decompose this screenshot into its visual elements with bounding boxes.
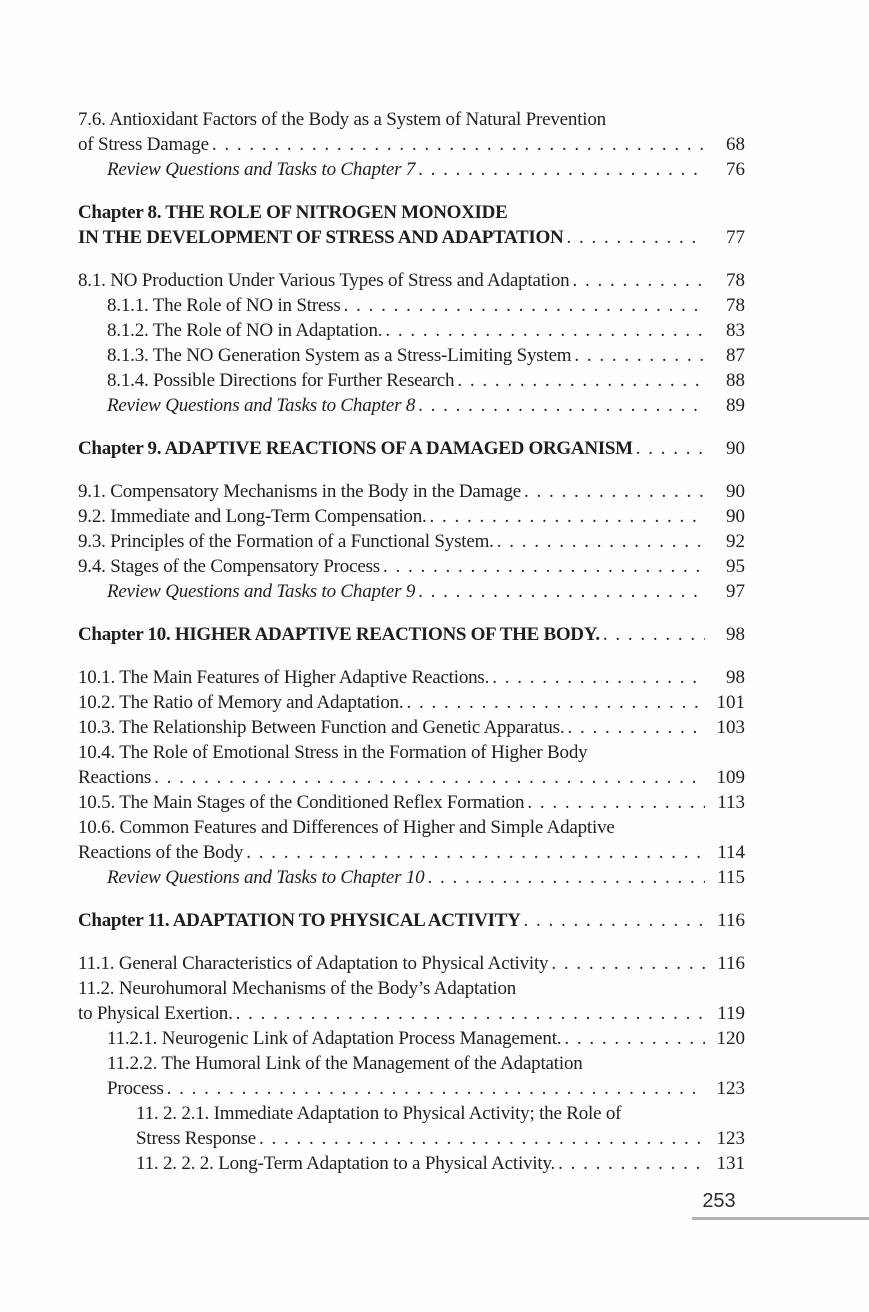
toc-entry-title: 8.1.1. The Role of NO in Stress [107, 295, 341, 316]
toc-line [78, 200, 745, 225]
toc-line [78, 665, 745, 690]
dot-leader [563, 225, 705, 250]
toc-line [78, 976, 745, 1001]
dot-leader [415, 393, 705, 418]
toc-review-entry [78, 579, 745, 604]
toc-entry-title: 10.3. The Relationship Between Function and Genetic Apparatus. [78, 717, 565, 738]
toc-line [78, 504, 745, 529]
toc-entry-title: 11.2.2. The Humoral Link of the Management of the Adaptation [107, 1053, 583, 1074]
toc-entry-title: 10.5. The Main Stages of the Conditioned Reflex Formation [78, 792, 525, 813]
toc-line [78, 554, 745, 579]
toc-page-number: 88 [726, 370, 745, 391]
toc-line [78, 815, 745, 840]
toc-entry [78, 479, 745, 504]
toc-page-number: 103 [716, 717, 745, 738]
toc-page-number: 123 [716, 1128, 745, 1149]
toc-entry-title: 8.1. NO Production Under Various Types of Stress and Adaptation [78, 270, 570, 291]
toc-entry [78, 1151, 745, 1176]
dot-leader [256, 1126, 705, 1151]
toc-entry-title: Review Questions and Tasks to Chapter 8 [107, 395, 416, 416]
dot-leader [209, 132, 705, 157]
toc-page-number: 123 [716, 1078, 745, 1099]
toc-page-number: 87 [726, 345, 745, 366]
toc-page-number: 116 [717, 910, 745, 931]
dot-leader [427, 504, 705, 529]
toc-line [78, 132, 745, 157]
dot-leader [424, 865, 705, 890]
toc-page-number: 109 [716, 767, 745, 788]
toc-entry [78, 815, 745, 865]
toc-page-number: 68 [726, 134, 745, 155]
toc-entry-title: Reactions of the Body [78, 842, 244, 863]
toc-line [107, 318, 745, 343]
toc-entry [78, 1051, 745, 1101]
toc-line [107, 579, 745, 604]
toc-entry [78, 715, 745, 740]
dot-leader [151, 765, 705, 790]
toc-entry [78, 1026, 745, 1051]
toc-line [78, 479, 745, 504]
dot-leader [341, 293, 705, 318]
toc-line [78, 690, 745, 715]
toc-line [78, 225, 745, 250]
toc-line [78, 908, 745, 933]
toc-entry-title: 11.1. General Characteristics of Adaptation to Physical Activity [78, 953, 549, 974]
toc-page-number: 98 [726, 624, 745, 645]
toc-review-entry [78, 393, 745, 418]
toc-page-number: 119 [717, 1003, 745, 1024]
toc-line [78, 740, 745, 765]
toc-page-number: 116 [717, 953, 745, 974]
toc-entry [78, 665, 745, 690]
toc-page-number: 90 [726, 481, 745, 502]
toc-page-number: 78 [726, 295, 745, 316]
dot-leader [521, 479, 705, 504]
toc-entry-title: Chapter 10. HIGHER ADAPTIVE REACTIONS OF THE BODY. [78, 624, 600, 645]
toc-line [78, 268, 745, 293]
toc-entry-title: 10.2. The Ratio of Memory and Adaptation. [78, 692, 404, 713]
toc-entry-title: 11.2.1. Neurogenic Link of Adaptation Process Management. [107, 1028, 562, 1049]
toc-line [78, 765, 745, 790]
toc-entry-title: 7.6. Antioxidant Factors of the Body as a System of Natural Prevention [78, 109, 606, 130]
toc-entry [78, 951, 745, 976]
toc-entry-title: to Physical Exertion. [78, 1003, 233, 1024]
toc-entry [78, 368, 745, 393]
dot-leader [380, 554, 705, 579]
toc-entry-title: 11. 2. 2.1. Immediate Adaptation to Physical Activity; the Role of [136, 1103, 622, 1124]
toc-page-number: 101 [716, 692, 745, 713]
dot-leader [564, 715, 705, 740]
toc-line [107, 293, 745, 318]
toc-entry-title: 11.2. Neurohumoral Mechanisms of the Body’s Adaptation [78, 978, 517, 999]
toc-page-number: 113 [717, 792, 745, 813]
dot-leader [524, 790, 705, 815]
toc-entry-title: 10.1. The Main Features of Higher Adaptive Reactions. [78, 667, 490, 688]
toc-entry-title: Process [107, 1078, 164, 1099]
toc-entry-title: 10.6. Common Features and Differences of Higher and Simple Adaptive [78, 817, 615, 838]
toc-line [136, 1151, 745, 1176]
dot-leader [164, 1076, 705, 1101]
toc-line [78, 715, 745, 740]
toc-entry [78, 976, 745, 1026]
toc-entry [78, 268, 745, 293]
toc-entry-title: Chapter 9. ADAPTIVE REACTIONS OF A DAMAGED ORGANISM [78, 438, 633, 459]
toc-page-number: 114 [717, 842, 745, 863]
toc-chapter-entry [78, 908, 745, 933]
dot-leader [382, 318, 705, 343]
dot-leader [403, 690, 705, 715]
dot-leader [233, 1001, 705, 1026]
toc-entry-title: 9.1. Compensatory Mechanisms in the Body in the Damage [78, 481, 522, 502]
toc-chapter-entry [78, 200, 745, 250]
toc-line [78, 951, 745, 976]
dot-leader [548, 951, 705, 976]
toc-entry [78, 343, 745, 368]
toc-page-number: 115 [717, 867, 745, 888]
toc-entry-title: Review Questions and Tasks to Chapter 9 [107, 581, 416, 602]
toc-entry [78, 529, 745, 554]
dot-leader [415, 579, 705, 604]
dot-leader [571, 343, 705, 368]
toc-line [78, 107, 745, 132]
toc-line [107, 1026, 745, 1051]
table-of-contents [78, 107, 745, 1176]
toc-review-entry [78, 157, 745, 182]
toc-page-number: 95 [726, 556, 745, 577]
toc-entry [78, 740, 745, 790]
toc-entry-title: 8.1.3. The NO Generation System as a Stress-Limiting System [107, 345, 572, 366]
footer-rule [692, 1217, 869, 1220]
toc-entry-title: 8.1.2. The Role of NO in Adaptation. [107, 320, 383, 341]
dot-leader [415, 157, 705, 182]
dot-leader [243, 840, 705, 865]
toc-review-entry [78, 865, 745, 890]
toc-page-number: 97 [726, 581, 745, 602]
toc-entry [78, 293, 745, 318]
dot-leader [569, 268, 705, 293]
toc-entry [78, 554, 745, 579]
toc-line [78, 436, 745, 461]
toc-line [78, 840, 745, 865]
dot-leader [489, 665, 705, 690]
toc-page-number: 120 [716, 1028, 745, 1049]
toc-entry-title: 9.2. Immediate and Long-Term Compensation. [78, 506, 427, 527]
toc-line [78, 622, 745, 647]
toc-line [136, 1126, 745, 1151]
toc-entry [78, 690, 745, 715]
toc-page-number: 98 [726, 667, 745, 688]
toc-page-number: 77 [726, 227, 745, 248]
dot-leader [633, 436, 705, 461]
dot-leader [454, 368, 705, 393]
toc-line [78, 529, 745, 554]
toc-line [78, 790, 745, 815]
toc-entry-title: 11. 2. 2. 2. Long-Term Adaptation to a Physical Activity. [136, 1153, 556, 1174]
toc-page-number: 83 [726, 320, 745, 341]
toc-entry-title: 10.4. The Role of Emotional Stress in the Formation of Higher Body [78, 742, 588, 763]
toc-entry-title: IN THE DEVELOPMENT OF STRESS AND ADAPTATION [78, 227, 564, 248]
toc-line [107, 393, 745, 418]
toc-page-number: 131 [716, 1153, 745, 1174]
toc-entry-title: Review Questions and Tasks to Chapter 7 [107, 159, 416, 180]
toc-entry-title: of Stress Damage [78, 134, 209, 155]
toc-entry [78, 504, 745, 529]
toc-line [107, 343, 745, 368]
dot-leader [561, 1026, 705, 1051]
toc-line [107, 368, 745, 393]
toc-entry [78, 318, 745, 343]
toc-entry-title: Stress Response [136, 1128, 256, 1149]
toc-entry-title: Chapter 11. ADAPTATION TO PHYSICAL ACTIVITY [78, 910, 521, 931]
toc-chapter-entry [78, 622, 745, 647]
toc-line [78, 1001, 745, 1026]
toc-page-number: 89 [726, 395, 745, 416]
toc-page-number: 92 [726, 531, 745, 552]
toc-line [107, 1051, 745, 1076]
toc-entry [78, 107, 745, 157]
toc-entry-title: 9.3. Principles of the Formation of a Functional System. [78, 531, 494, 552]
toc-entry [78, 1101, 745, 1151]
toc-page-number: 78 [726, 270, 745, 291]
toc-page-number: 90 [726, 438, 745, 459]
dot-leader [600, 622, 705, 647]
toc-entry-title: Review Questions and Tasks to Chapter 10 [107, 867, 425, 888]
toc-chapter-entry [78, 436, 745, 461]
page-number-display: 253 [702, 1190, 736, 1212]
dot-leader [521, 908, 706, 933]
toc-line [136, 1101, 745, 1126]
toc-line [107, 157, 745, 182]
toc-line [107, 1076, 745, 1101]
toc-line [107, 865, 745, 890]
toc-entry-title: 9.4. Stages of the Compensatory Process [78, 556, 380, 577]
dot-leader [555, 1151, 705, 1176]
toc-page-number: 76 [726, 159, 745, 180]
toc-entry-title: Chapter 8. THE ROLE OF NITROGEN MONOXIDE [78, 202, 508, 223]
toc-entry-title: Reactions [78, 767, 152, 788]
toc-entry-title: 8.1.4. Possible Directions for Further Research [107, 370, 455, 391]
toc-page-number: 90 [726, 506, 745, 527]
dot-leader [494, 529, 705, 554]
toc-entry [78, 790, 745, 815]
